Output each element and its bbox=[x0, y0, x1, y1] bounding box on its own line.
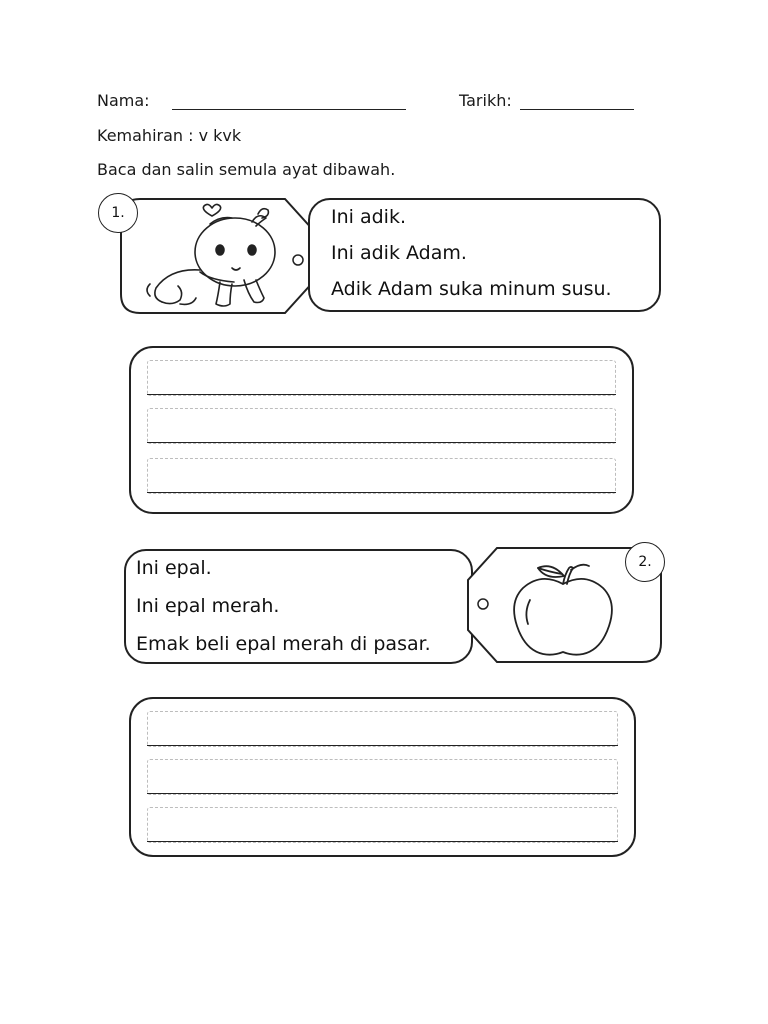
baby-crawling-icon bbox=[140, 200, 290, 312]
tarikh-answer-line[interactable] bbox=[520, 109, 634, 110]
writing-box-2[interactable] bbox=[129, 697, 636, 857]
writing-line-3[interactable] bbox=[147, 492, 616, 493]
nama-answer-line[interactable] bbox=[172, 109, 406, 110]
writing-line-3[interactable] bbox=[147, 841, 618, 842]
writing-guide-band bbox=[147, 360, 616, 396]
writing-line-2[interactable] bbox=[147, 793, 618, 794]
sentence-box-2 bbox=[124, 549, 473, 664]
writing-guide-band bbox=[147, 458, 616, 494]
exercise-number-2: 2. bbox=[625, 542, 665, 582]
sentence-1-2: Ini adik Adam. bbox=[331, 242, 467, 264]
writing-line-2[interactable] bbox=[147, 442, 616, 443]
sentence-2-1: Ini epal. bbox=[136, 557, 212, 579]
writing-box-1[interactable] bbox=[129, 346, 634, 514]
writing-guide-band bbox=[147, 807, 618, 843]
writing-line-1[interactable] bbox=[147, 394, 616, 395]
instruction-text: Baca dan salin semula ayat dibawah. bbox=[97, 160, 396, 179]
writing-guide-band bbox=[147, 408, 616, 444]
sentence-1-1: Ini adik. bbox=[331, 206, 406, 228]
nama-label: Nama: bbox=[97, 91, 150, 110]
apple-icon bbox=[508, 560, 618, 656]
skill-line: Kemahiran : v kvk bbox=[97, 126, 242, 145]
writing-guide-band bbox=[147, 759, 618, 795]
writing-line-1[interactable] bbox=[147, 745, 618, 746]
writing-guide-band bbox=[147, 711, 618, 747]
sentence-box-1 bbox=[308, 198, 661, 312]
sentence-2-3: Emak beli epal merah di pasar. bbox=[136, 633, 431, 655]
exercise-number-1: 1. bbox=[98, 193, 138, 233]
sentence-1-3: Adik Adam suka minum susu. bbox=[331, 278, 612, 300]
tarikh-label: Tarikh: bbox=[459, 91, 512, 110]
sentence-2-2: Ini epal merah. bbox=[136, 595, 280, 617]
